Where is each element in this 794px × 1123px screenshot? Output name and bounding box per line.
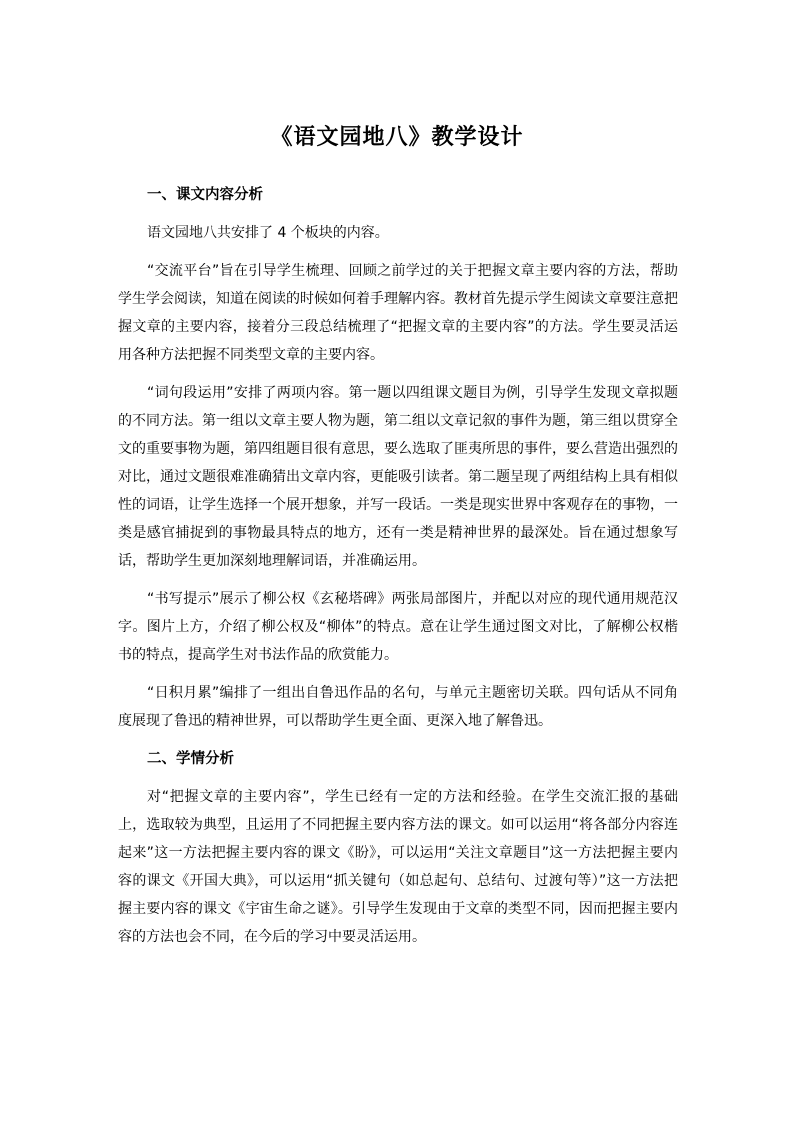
paragraph-overview: 语文园地八共安排了 4 个板块的内容。 — [147, 225, 389, 241]
paragraph-writing-tips: “书写提示”展示了柳公权《玄秘塔碑》两张局部图片，并配以对应的现代通用规范汉字。图片上方，介绍了柳公权及“柳体”的特点。意在让学生通过图文对比，了解柳公权楷书的特点，提高学生对书法作品的欣赏能力。 — [118, 591, 678, 663]
document-title: 《语文园地八》教学设计 — [270, 125, 524, 150]
section-heading-content-analysis: 一、课文内容分析 — [147, 187, 263, 203]
paragraph-student-analysis: 对“把握文章的主要内容”，学生已经有一定的方法和经验。在学生交流汇报的基础上，选取较为典型，且运用了不同把握主要内容方法的课文。如可以运用“将各部分内容连起来”这一方法把握主要内容的课文《盼》，可以运用“关注文章题目”这一方法把握主要内容的课文《开国大典》，可以运用“抓关键句（如总起句、总结句、过渡句等）”这一方法把握主要内容的课文《宇宙生命之谜》。引导学生发现由于文章的类型不同，因而把握主要内容的方法也会不同，在今后的学习中要灵活运用。 — [118, 789, 678, 945]
paragraph-daily-accumulation: “日积月累”编排了一组出自鲁迅作品的名句，与单元主题密切关联。四句话从不同角度展现了鲁迅的精神世界，可以帮助学生更全面、更深入地了解鲁迅。 — [118, 685, 678, 729]
document-body — [118, 181, 678, 951]
paragraph-exchange-platform: “交流平台”旨在引导学生梳理、回顾之前学过的关于把握文章主要内容的方法，帮助学生学会阅读，知道在阅读的时候如何着手理解内容。教材首先提示学生阅读文章要注意把握文章的主要内容，接着分三段总结梳理了“把握文章的主要内容”的方法。学生要灵活运用各种方法把握不同类型文章的主要内容。 — [118, 263, 678, 363]
paragraph-word-sentence-usage: “词句段运用”安排了两项内容。第一题以四组课文题目为例，引导学生发现文章拟题的不同方法。第一组以文章主要人物为题，第二组以文章记叙的事件为题，第三组以贯穿全文的重要事物为题，第四组题目很有意思，要么选取了匪夷所思的事件，要么营造出强烈的对比，通过文题很难准确猜出文章内容，更能吸引读者。第二题呈现了两组结构上具有相似性的词语，让学生选择一个展开想象，并写一段话。一类是现实世界中客观存在的事物，一类是感官捕捉到的事物最具特点的地方，还有一类是精神世界的最深处。旨在通过想象写话，帮助学生更加深刻地理解词语，并准确运用。 — [118, 385, 678, 569]
section-heading-student-analysis: 二、学情分析 — [147, 751, 234, 767]
